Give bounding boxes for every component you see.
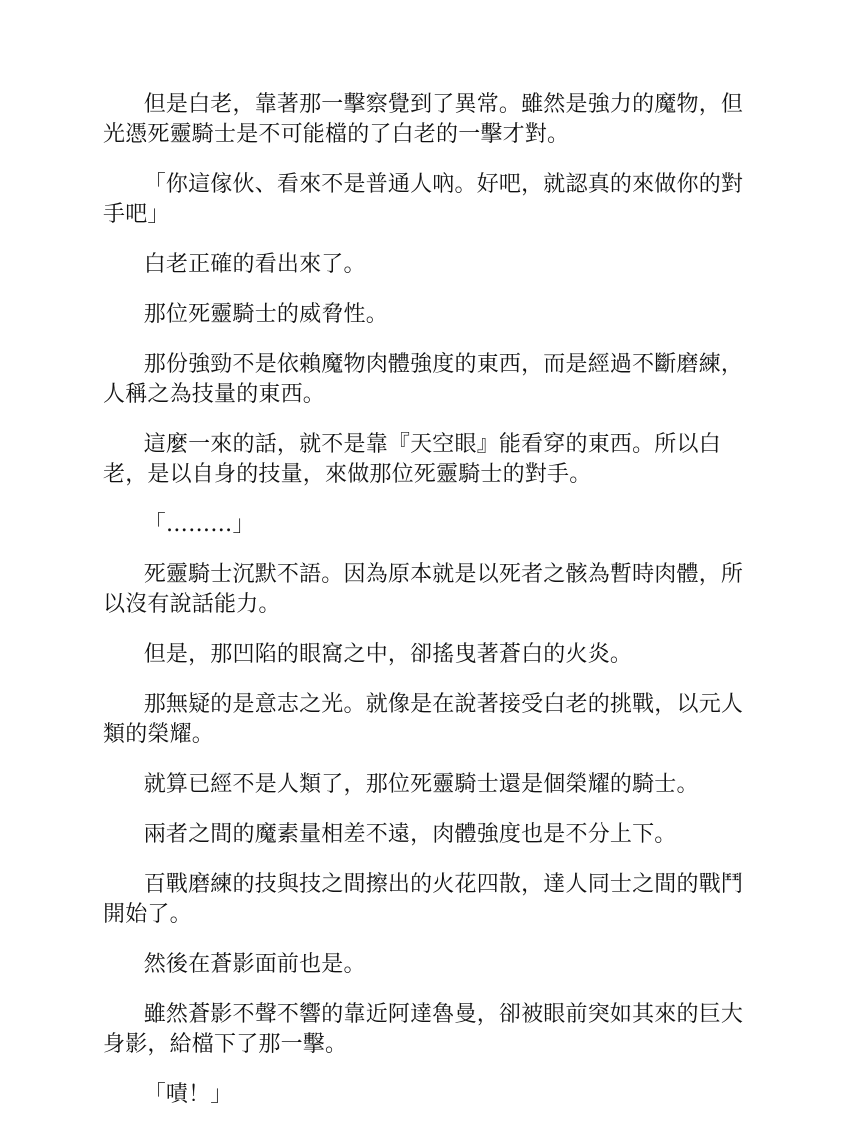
paragraph: 死靈騎士沉默不語。因為原本就是以死者之骸為暫時肉體，所以沒有說話能力。 <box>103 562 744 617</box>
paragraph: 雖然蒼影不聲不響的靠近阿達魯曼，卻被眼前突如其來的巨大身影，給檔下了那一擊。 <box>103 1002 744 1057</box>
paragraph: 「嘖！」 <box>143 1082 233 1107</box>
paragraph: 然後在蒼影面前也是。 <box>143 952 366 977</box>
paragraph: 這麼一來的話，就不是靠『天空眼』能看穿的東西。所以白老，是以自身的技量，來做那位死靈騎士的對手。 <box>103 432 721 487</box>
document-body <box>103 90 748 1130</box>
paragraph: 兩者之間的魔素量相差不遠，肉體強度也是不分上下。 <box>143 822 677 847</box>
paragraph: 那無疑的是意志之光。就像是在說著接受白老的挑戰，以元人類的榮耀。 <box>103 692 744 747</box>
paragraph: 白老正確的看出來了。 <box>143 252 366 277</box>
paragraph: 「你這傢伙、看來不是普通人吶。好吧，就認真的來做你的對手吧」 <box>103 172 744 227</box>
paragraph: 那位死靈騎士的威脅性。 <box>143 302 388 327</box>
paragraph: 那份強勁不是依賴魔物肉體強度的東西，而是經過不斷磨練，人稱之為技量的東西。 <box>103 352 744 407</box>
paragraph: 但是，那凹陷的眼窩之中，卻搖曳著蒼白的火炎。 <box>143 642 633 667</box>
paragraph: 就算已經不是人類了，那位死靈騎士還是個榮耀的騎士。 <box>143 772 699 797</box>
paragraph: 但是白老，靠著那一擊察覺到了異常。雖然是強力的魔物，但光憑死靈騎士是不可能檔的了白老的一擊才對。 <box>103 92 744 147</box>
paragraph: 「………」 <box>143 512 255 537</box>
paragraph: 百戰磨練的技與技之間擦出的火花四散，達人同士之間的戰鬥開始了。 <box>103 872 744 927</box>
